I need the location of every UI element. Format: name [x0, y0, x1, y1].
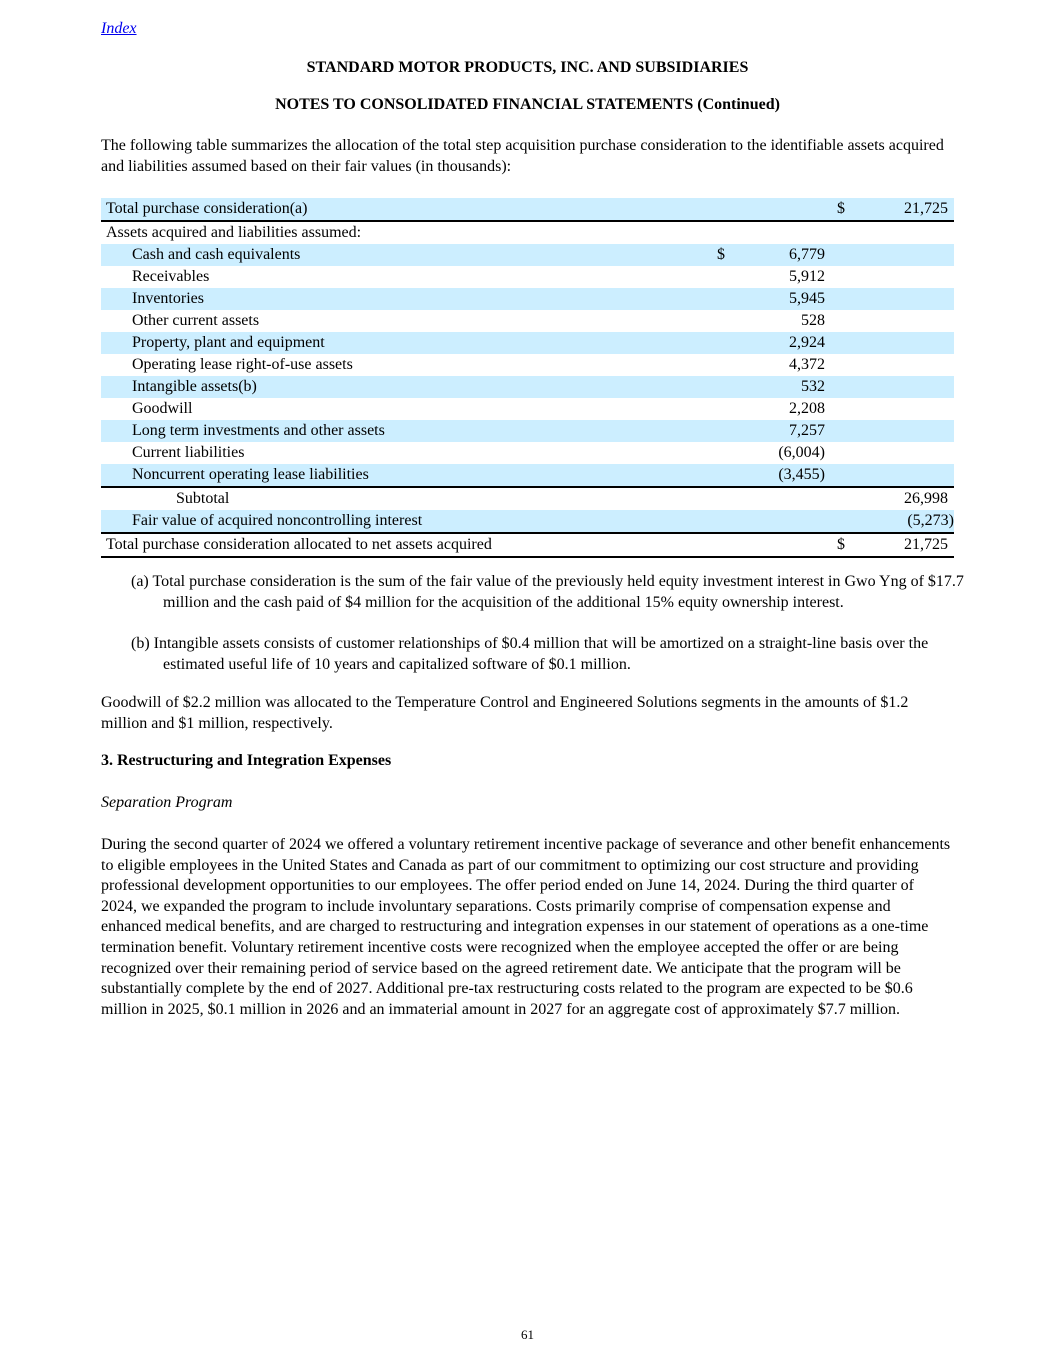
table-row-noncontrolling: [101, 510, 954, 533]
row-label: Fair value of acquired noncontrolling interest: [101, 510, 707, 533]
table-row-assets-header: [101, 221, 954, 244]
currency-symbol: $: [837, 536, 845, 553]
section-heading: 3. Restructuring and Integration Expenses: [101, 752, 392, 769]
row-label: Noncurrent operating lease liabilities: [101, 464, 707, 487]
table-row: [101, 310, 954, 332]
row-value: 2,208: [789, 400, 825, 417]
row-value: 2,924: [789, 334, 825, 351]
row-label: Other current assets: [132, 312, 260, 329]
row-value: 5,945: [789, 290, 825, 307]
allocation-table: [101, 198, 954, 558]
currency-symbol: $: [837, 200, 845, 217]
table-row: [101, 376, 954, 398]
goodwill-paragraph: Goodwill of $2.2 million was allocated to the Temperature Control and Engineered Solutions segments in the amounts of $1.2 million and $1 million, respectively.: [101, 694, 909, 732]
company-title: STANDARD MOTOR PRODUCTS, INC. AND SUBSIDIARIES: [306, 59, 749, 76]
table-row: [101, 464, 954, 487]
table-row: [101, 398, 954, 420]
table-row: [101, 288, 954, 310]
row-label: Subtotal: [176, 490, 230, 507]
row-label: Current liabilities: [132, 444, 245, 461]
row-label: Property, plant and equipment: [101, 332, 707, 354]
row-label: Total purchase consideration allocated to net assets acquired: [101, 533, 707, 557]
row-label: Inventories: [101, 288, 707, 310]
table-row: [101, 354, 954, 376]
row-value: 6,779: [789, 246, 825, 263]
table-row-total-consideration: [101, 198, 954, 221]
table-row: [101, 332, 954, 354]
row-label: Assets acquired and liabilities assumed:: [106, 224, 362, 241]
row-value: 21,725: [904, 200, 948, 217]
row-label: Long term investments and other assets: [101, 420, 707, 442]
row-label: Cash and cash equivalents: [101, 244, 707, 266]
row-value: 5,912: [789, 268, 825, 285]
footnote-b: (b) Intangible assets consists of customer relationships of $0.4 million that will be amortized on a straight-line basis over the estimated useful life of 10 years and capitalized software of $0.1 million.: [131, 635, 929, 673]
row-value: 528: [801, 312, 825, 329]
row-label: Receivables: [132, 268, 210, 285]
row-value: 26,998: [904, 490, 948, 507]
row-label: Intangible assets(b): [101, 376, 707, 398]
page-number: 61: [521, 1327, 534, 1342]
table-row-total-allocated: [101, 533, 954, 557]
row-value: 532: [801, 378, 825, 395]
row-label: Operating lease right-of-use assets: [132, 356, 353, 373]
row-value: (6,004): [778, 444, 825, 461]
row-value: 4,372: [789, 356, 825, 373]
separation-paragraph: During the second quarter of 2024 we offered a voluntary retirement incentive package of severance and other benefit enhancements to eligible employees in the United States and Canada as part of our commitment to optimizing our cost structure and providing professional development opportunities to our employees. The offer period ended on June 14, 2024. During the third quarter of 2024, we expanded the program to include involuntary separations. Costs primarily comprise of compensation expense and enhanced medical benefits, and are charged to restructuring and integration expenses in our statement of operations as a one-time termination benefit. Voluntary retirement incentive costs were recognized when the employee accepted the offer or are being recognized over their remaining period of service based on the agreed retirement date. We anticipate that the program will be substantially complete by the end of 2027. Additional pre-tax restructuring costs related to the program are expected to be $0.6 million in 2025, $0.1 million in 2026 and an immaterial amount in 2027 for an aggregate cost of approximately $7.7 million.: [101, 836, 951, 1018]
row-value: (3,455): [778, 466, 825, 483]
row-value: 7,257: [789, 422, 825, 439]
index-link[interactable]: Index: [101, 20, 137, 37]
section-title: NOTES TO CONSOLIDATED FINANCIAL STATEMENTS (Continued): [275, 96, 780, 113]
row-value: (5,273): [907, 512, 954, 529]
table-row: [101, 442, 954, 464]
row-label: Total purchase consideration(a): [101, 198, 707, 221]
table-row: [101, 244, 954, 266]
table-row-subtotal: [101, 487, 954, 510]
row-value: 21,725: [904, 536, 948, 553]
footnote-a: (a) Total purchase consideration is the sum of the fair value of the previously held equity investment interest in Gwo Yng of $17.7 million and the cash paid of $4 million for the acquisition of the additional 15% equity ownership interest.: [131, 573, 964, 611]
intro-paragraph: The following table summarizes the allocation of the total step acquisition purchase consideration to the identifiable assets acquired and liabilities assumed based on their fair values (in thousands):: [101, 137, 944, 175]
table-row: [101, 420, 954, 442]
table-row: [101, 266, 954, 288]
subheading: Separation Program: [101, 794, 233, 811]
currency-symbol: $: [717, 246, 725, 263]
row-label: Goodwill: [132, 400, 193, 417]
